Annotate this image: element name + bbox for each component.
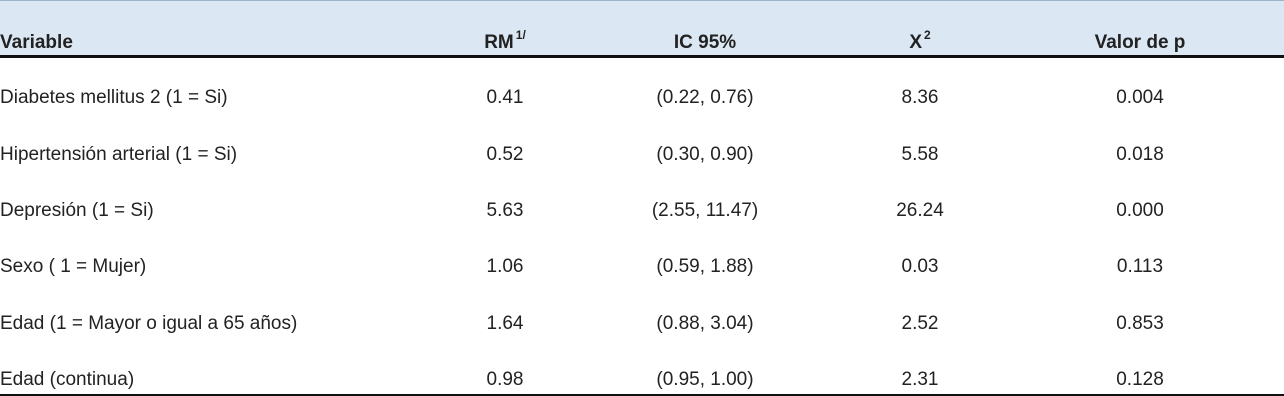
- header-x2-superscript: 2: [924, 28, 931, 42]
- header-rm: [420, 28, 590, 55]
- header-ic: IC 95%: [673, 32, 737, 53]
- cell-p-value: 0.000: [1116, 200, 1164, 221]
- table-header: [0, 0, 1284, 55]
- table-row: [0, 256, 1284, 278]
- header-rm-superscript: 1/: [515, 28, 526, 42]
- cell-ic: (0.88, 3.04): [656, 313, 754, 334]
- header-p-value: Valor de p: [1094, 32, 1186, 53]
- header-divider: [0, 55, 1284, 58]
- header-variable: Variable: [0, 32, 73, 53]
- cell-rm: 0.98: [486, 369, 524, 390]
- cell-p-value: 0.113: [1116, 256, 1164, 277]
- cell-x2: 0.03: [901, 256, 939, 277]
- table-row: [0, 144, 1284, 166]
- cell-p-value: 0.004: [1116, 87, 1164, 108]
- cell-variable: Edad (1 = Mayor o igual a 65 años): [0, 313, 298, 334]
- cell-rm: 5.63: [486, 200, 524, 221]
- cell-x2: 2.52: [901, 313, 939, 334]
- cell-x2: 2.31: [901, 369, 939, 390]
- header-x2: [820, 28, 1020, 55]
- cell-variable: Depresión (1 = Si): [0, 200, 154, 221]
- cell-p-value: 0.018: [1116, 144, 1164, 165]
- cell-variable: Sexo ( 1 = Mujer): [0, 256, 147, 277]
- cell-x2: 26.24: [896, 200, 944, 221]
- cell-p-value: 0.128: [1116, 369, 1164, 390]
- cell-ic: (0.22, 0.76): [656, 87, 754, 108]
- cell-variable: Edad (continua): [0, 369, 135, 390]
- cell-rm: 1.06: [486, 256, 524, 277]
- cell-rm: 1.64: [486, 313, 524, 334]
- table-row: [0, 369, 1284, 391]
- table-row: [0, 87, 1284, 109]
- cell-rm: 0.41: [486, 87, 524, 108]
- cell-p-value: 0.853: [1116, 313, 1164, 334]
- cell-ic: (2.55, 11.47): [651, 200, 759, 221]
- table-row: [0, 200, 1284, 222]
- cell-ic: (0.30, 0.90): [656, 144, 754, 165]
- cell-ic: (0.95, 1.00): [656, 369, 754, 390]
- cell-variable: Diabetes mellitus 2 (1 = Si): [0, 87, 228, 108]
- cell-ic: (0.59, 1.88): [656, 256, 754, 277]
- cell-x2: 8.36: [901, 87, 939, 108]
- cell-variable: Hipertensión arterial (1 = Si): [0, 144, 238, 165]
- cell-rm: 0.52: [486, 144, 524, 165]
- header-x2-label: X: [909, 32, 922, 53]
- cell-x2: 5.58: [901, 144, 939, 165]
- header-rm-label: RM: [484, 32, 514, 53]
- table-row: [0, 313, 1284, 335]
